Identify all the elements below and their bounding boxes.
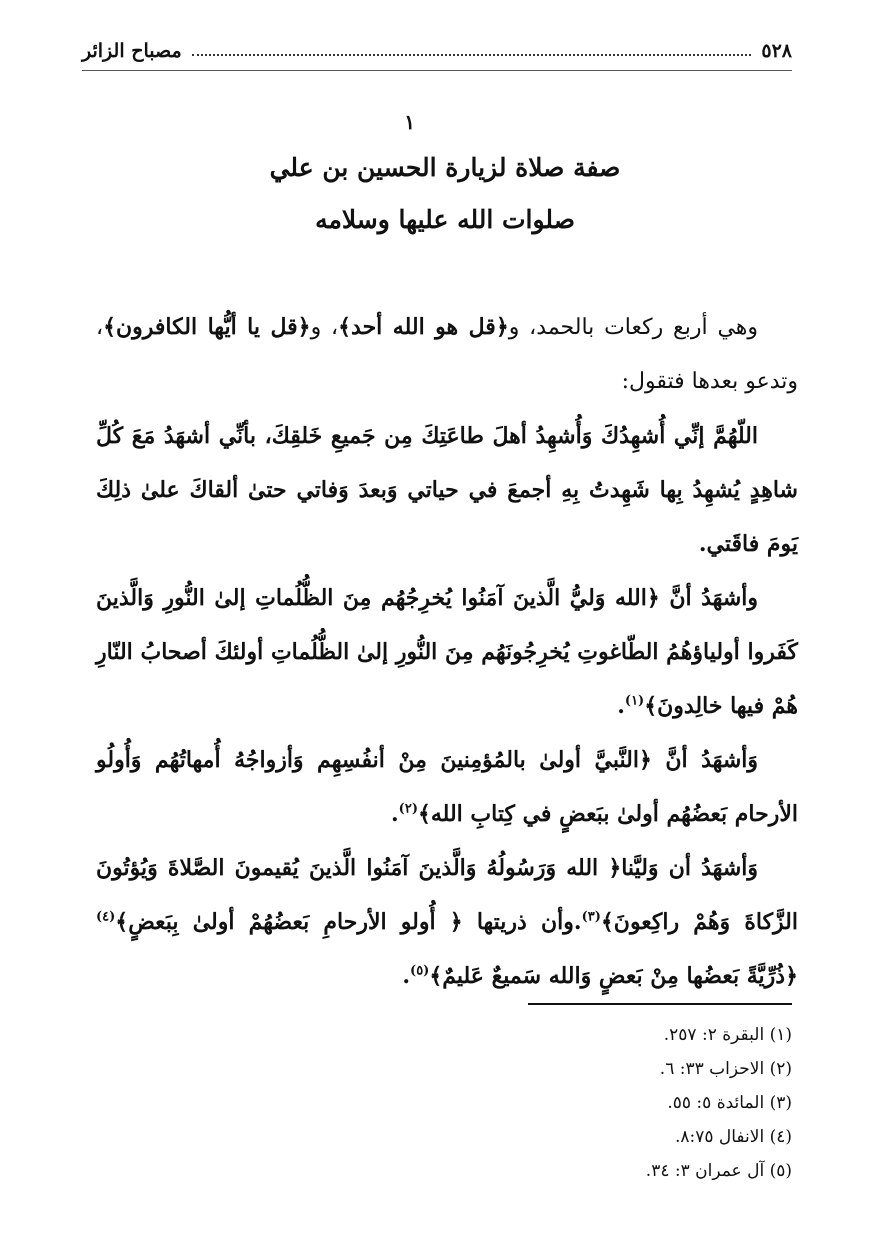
text-run: .وأن ذريتها: [462, 909, 582, 935]
quran-quote: ﴿الله وَليُّ الَّذينَ آمَنُوا يُخرِجُهُم مِنَ الظُّلُماتِ إلىٰ النُّورِ وَالَّذينَ كَفَروا أولياؤهُمُ الطّاغوتِ يُخرِجُونَهُم مِنَ النُّورِ إلىٰ الظُّلُماتِ أولئكَ أصحابُ النّارِ هُمْ فيها خالِدونَ﴾: [96, 585, 798, 719]
footnote-ref: (٢): [398, 801, 418, 817]
paragraph-testimony-3: [96, 841, 798, 1003]
section-title: [100, 142, 790, 246]
footnote-ref: (٤): [96, 909, 116, 925]
quran-quote: ﴿ذُرِّيَّةً بَعضُها مِنْ بَعضٍ وَالله سَميعٌ عَليمٌ﴾: [429, 963, 798, 989]
footnote-ref: (٥): [410, 963, 430, 979]
quran-quote: ﴿النَّبيَّ أولىٰ بالمُؤمِنينَ مِنْ أنفُسِهِم وَأزواجُهُ أُمهاتُهُم وَأُولُو الأرحام بَعضُهُم أولىٰ ببَعضٍ في كِتابِ الله﴾: [96, 747, 798, 827]
text-run: وَأشهَدُ أن وَليَّنا: [621, 855, 758, 881]
paragraph-testimony-1: [96, 571, 798, 733]
footnote-ref: (١): [624, 693, 645, 709]
quran-quote: ﴿قل يا أيُّها الكافرون﴾: [103, 314, 311, 340]
body-text: [96, 300, 798, 1003]
quran-quote: ﴿ الله وَرَسُولُهُ وَالَّذينَ آمَنُوا الَّذينَ يُقيمونَ الصَّلاةَ وَيُؤتُونَ الزَّكاةَ وَهُمْ راكِعونَ﴾: [96, 855, 798, 935]
running-title: مصباح الزائر: [82, 40, 182, 62]
footnote-item: (٥) آل عمران ٣: ٣٤.: [645, 1161, 792, 1181]
text-run: وَأشهَدُ أنَّ: [651, 747, 758, 773]
text-run: ، وتدعو بعدها فتقول:: [96, 315, 798, 394]
paragraph-intro: [96, 300, 798, 409]
footnote-item: (٣) المائدة ٥: ٥٥.: [667, 1093, 792, 1113]
footnote-item: (١) البقرة ٢: ٢٥٧.: [663, 1025, 792, 1045]
title-line-1: صفة صلاة لزيارة الحسين بن علي: [269, 153, 621, 182]
quran-quote: ﴿ أُولو الأرحامِ بَعضُهُمْ أولىٰ بِبَعضٍ﴾: [115, 909, 463, 935]
text-run: .: [402, 963, 411, 989]
text-run: ، و: [310, 315, 339, 340]
text-run: وأشهَدُ أنَّ: [659, 585, 758, 611]
dotted-leader: [192, 54, 752, 56]
paragraph-testimony-2: [96, 733, 798, 841]
footnote-item: (٢) الاحزاب ٣٣: ٦.: [659, 1059, 792, 1079]
text-run: .: [617, 693, 625, 719]
footnote-item: (٤) الانفال ٨:٧٥.: [674, 1127, 792, 1147]
title-line-2: صلوات الله عليها وسلامه: [315, 205, 575, 234]
running-header: [82, 34, 792, 68]
page-number: ٥٢٨: [761, 40, 792, 62]
footnote-ref: (٣): [581, 909, 601, 925]
footnote-rule: [528, 1003, 792, 1005]
paragraph-supplication: اللّهُمَّ إنِّي أُشهِدُكَ وَأُشهِدُ أهلَ طاعَتِكَ مِن جَميعِ خَلقِكَ، بأنِّي أشهَدُ مَعَ كُلِّ شاهِدٍ يُشهِدُ بِها شَهِدتُ بِهِ أجمعَ في حياتي وَبعدَ وَفاتي حتىٰ ألقاكَ علىٰ ذلِكَ يَومَ فاقَتي.: [96, 423, 798, 557]
footnotes: [400, 1018, 792, 1188]
text-run: وهي أربع ركعات بالحمد، و: [508, 315, 759, 340]
section-number: ١: [404, 110, 415, 134]
quran-quote: ﴿قل هو الله أحد﴾: [338, 314, 509, 340]
header-rule: [82, 70, 792, 71]
text-run: .: [391, 801, 399, 827]
